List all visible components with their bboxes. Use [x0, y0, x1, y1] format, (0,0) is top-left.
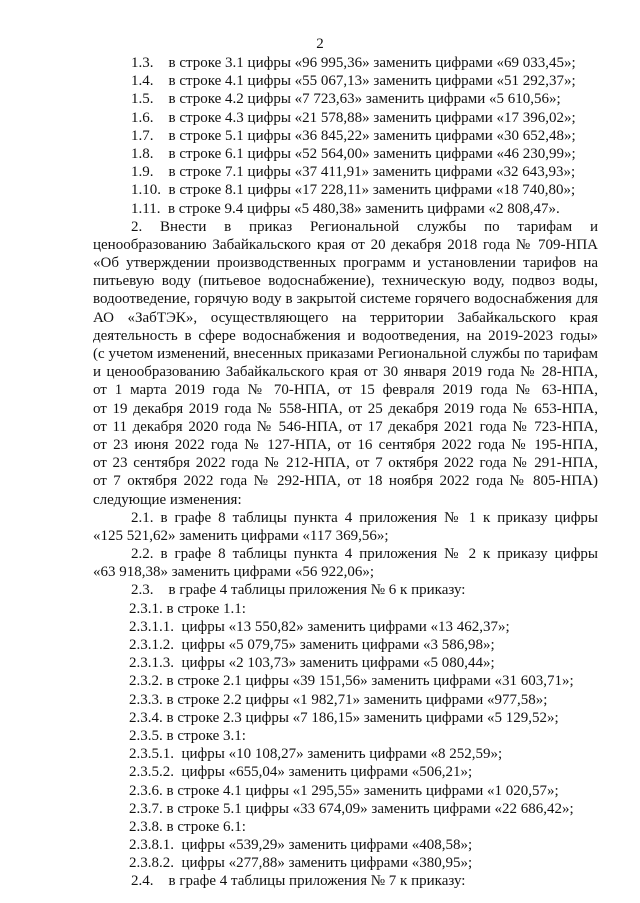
- item-2-3-3: 2.3.3. в строке 2.2 цифры «1 982,71» заменить цифрами «977,58»;: [129, 691, 548, 708]
- paragraph-2-line: ценообразованию Забайкальского края от 20 декабря 2018 года № 709-НПА: [93, 236, 598, 253]
- item-1-5: 1.5. в строке 4.2 цифры «7 723,63» заменить цифрами «5 610,56»;: [131, 91, 561, 108]
- item-2-1-cont: «125 521,62» заменить цифрами «117 369,56»;: [93, 527, 389, 544]
- paragraph-2-line: деятельность в сфере водоснабжения и водоотведения, на 2019-2023 годы»: [93, 327, 598, 344]
- item-2-3-8-1: 2.3.8.1. цифры «539,29» заменить цифрами «408,58»;: [129, 837, 473, 854]
- item-2-3-2: 2.3.2. в строке 2.1 цифры «39 151,56» заменить цифрами «31 603,71»;: [129, 673, 574, 690]
- item-2-2: 2.2. в графе 8 таблицы пункта 4 приложения № 2 к приказу цифры: [131, 546, 598, 563]
- paragraph-2-line: от 1 марта 2019 года № 70-НПА, от 15 февраля 2019 года № 63-НПА,: [93, 382, 598, 399]
- item-2-3-1-1: 2.3.1.1. цифры «13 550,82» заменить цифрами «13 462,37»;: [129, 618, 510, 635]
- paragraph-2-line: от 19 декабря 2019 года № 558-НПА, от 25 декабря 2019 года № 653-НПА,: [93, 400, 598, 417]
- item-2-3-1-3: 2.3.1.3. цифры «2 103,73» заменить цифрами «5 080,44»;: [129, 655, 495, 672]
- paragraph-2-line: 2. Внести в приказ Региональной службы по тарифам и: [131, 218, 598, 235]
- item-2-2-cont: «63 918,38» заменить цифрами «56 922,06»;: [93, 564, 375, 581]
- paragraph-2-line: от 7 октября 2022 года № 292-НПА, от 18 ноября 2022 года № 805-НПА): [93, 473, 598, 490]
- item-2-3: 2.3. в графе 4 таблицы приложения № 6 к приказу:: [131, 582, 466, 599]
- item-2-3-6: 2.3.6. в строке 4.1 цифры «1 295,55» заменить цифрами «1 020,57»;: [129, 782, 559, 799]
- item-2-3-4: 2.3.4. в строке 2.3 цифры «7 186,15» заменить цифрами «5 129,52»;: [129, 709, 559, 726]
- item-2-3-7: 2.3.7. в строке 5.1 цифры «33 674,09» заменить цифрами «22 686,42»;: [129, 800, 574, 817]
- document-body: [93, 54, 598, 891]
- item-1-11: 1.11. в строке 9.4 цифры «5 480,38» заменить цифрами «2 808,47».: [131, 200, 560, 217]
- paragraph-2-line: «Об утверждении производственных программ и установлении тарифов на: [93, 255, 598, 272]
- item-2-1: 2.1. в графе 8 таблицы пункта 4 приложения № 1 к приказу цифры: [131, 509, 598, 526]
- paragraph-2-line: и ценообразованию Забайкальского края от 30 января 2019 года № 28-НПА,: [93, 364, 598, 381]
- paragraph-2-line: (с учетом изменений, внесенных приказами Региональной службы по тарифам: [93, 346, 598, 362]
- item-1-8: 1.8. в строке 6.1 цифры «52 564,00» заменить цифрами «46 230,99»;: [131, 145, 576, 162]
- paragraph-2-line: водоотведение, горячую воду в закрытой системе горячего водоснабжения для: [93, 291, 598, 308]
- item-2-4: 2.4. в графе 4 таблицы приложения № 7 к приказу:: [131, 873, 466, 890]
- paragraph-2-line: следующие изменения:: [93, 491, 242, 508]
- page-number: 2: [316, 36, 324, 52]
- item-1-6: 1.6. в строке 4.3 цифры «21 578,88» заменить цифрами «17 396,02»;: [131, 109, 576, 126]
- item-2-3-8: 2.3.8. в строке 6.1:: [129, 818, 246, 835]
- item-1-7: 1.7. в строке 5.1 цифры «36 845,22» заменить цифрами «30 652,48»;: [131, 127, 576, 144]
- item-2-3-1-2: 2.3.1.2. цифры «5 079,75» заменить цифрами «3 586,98»;: [129, 637, 495, 653]
- paragraph-2-line: АО «ЗабТЭК», осуществляющего на территории Забайкальского края: [93, 309, 598, 326]
- item-2-3-5-2: 2.3.5.2. цифры «655,04» заменить цифрами «506,21»;: [129, 764, 473, 781]
- paragraph-2-line: питьевую воду (питьевое водоснабжение), техническую воду, подвоз воды,: [93, 273, 598, 290]
- paragraph-2-line: от 11 декабря 2020 года № 546-НПА, от 17 декабря 2021 года № 723-НПА,: [93, 418, 598, 435]
- item-2-3-5: 2.3.5. в строке 3.1:: [129, 727, 246, 744]
- paragraph-2-line: от 23 сентября 2022 года № 212-НПА, от 7 октября 2022 года № 291-НПА,: [93, 455, 598, 472]
- item-2-3-5-1: 2.3.5.1. цифры «10 108,27» заменить цифрами «8 252,59»;: [129, 746, 503, 763]
- item-2-3-1: 2.3.1. в строке 1.1:: [129, 600, 246, 617]
- paragraph-2-line: от 23 июня 2022 года № 127-НПА, от 16 сентября 2022 года № 195-НПА,: [93, 436, 598, 453]
- item-2-3-8-2: 2.3.8.2. цифры «277,88» заменить цифрами «380,95»;: [129, 855, 473, 872]
- item-1-4: 1.4. в строке 4.1 цифры «55 067,13» заменить цифрами «51 292,37»;: [131, 73, 576, 90]
- item-1-3: 1.3. в строке 3.1 цифры «96 995,36» заменить цифрами «69 033,45»;: [131, 55, 576, 71]
- item-1-9: 1.9. в строке 7.1 цифры «37 411,91» заменить цифрами «32 643,93»;: [131, 164, 576, 181]
- item-1-10: 1.10. в строке 8.1 цифры «17 228,11» заменить цифрами «18 740,80»;: [131, 182, 576, 199]
